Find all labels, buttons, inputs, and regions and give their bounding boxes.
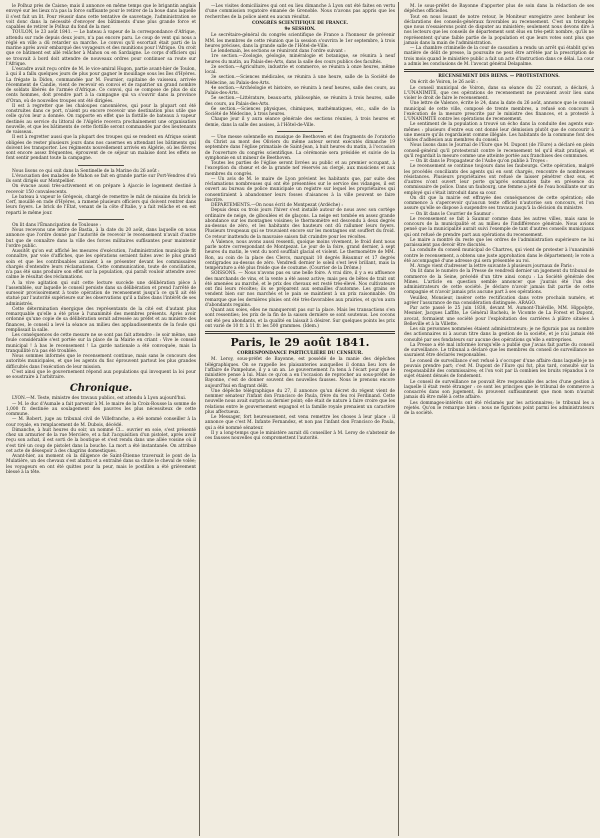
section-heading: CORRESPONDANCE PARTICULIÈRE DU CENSEUR.	[237, 351, 363, 356]
article-paragraph: Le bateau à vapeur le Grégeois, chargé de remettre le mât de misaine du brick le Cerf, mouillé en rade d'Hyères, a ramené plusieurs officiers qui doivent rentrer dans leurs foyers. Le brick de l'État, venant de la côte d'Italie, y a fait relâche et en est reparti le même jour.	[6, 194, 196, 216]
article-paragraph: Le sentiment de la population a trouvé un écho dans la conduite des agents eux-mêmes : plusieurs d'entre eux ont donné leur démission plutôt que de concourir à une mesure qu'ils regardaient comme illégale. Les habitants de la commune font des visites d'adhésion aux membres du conseil.	[404, 122, 594, 143]
article-paragraph: DÉPARTEMENTS.—On nous écrit de Montpezat (Ardèche) :	[211, 203, 343, 208]
article-paragraph: Nous lisons ce qui suit dans la Sentinelle de la Marine du 26 août :	[12, 168, 160, 174]
article-paragraph: Cette détermination énergique des représentants de la cité est d'autant plus remarquable qu'elle a été prise à l'unanimité des membres présents. Après avoir ordonné qu'une copie de sa délibération serait adressée au préfet et au ministre des finances, le conseil a levé la séance au milieu des applaudissements de la foule qui remplissait la salle.	[6, 306, 196, 333]
article-paragraph: — On lit dans le Courrier de Saumur :	[410, 211, 494, 217]
article-paragraph: — Une messe solennelle en musique de Beethoven et des fragments de l'oratorio du Christ au mont des Oliviers du même auteur seront exécutés dimanche 19 septembre dans l'église primatiale de Saint-Jean, à huit heures du matin, à l'occasion de l'ouverture du congrès scientifique. La cérémonie sera présidée et suivie de la symphonie en ut mineur de Beethoven.	[205, 134, 395, 161]
article-paragraph: On lit dans le numéro de la Presse de vendredi dernier un jugement du tribunal de commerce de la Seine, précédé d'un titre ainsi conçu : La Société générale des Mines. L'article en question semble annoncer que j'aurais été l'un des administrateurs de cette société. Je déclare n'avoir jamais fait partie de cette compagnie et n'avoir jamais pris aucune part à ses opérations.	[404, 269, 594, 296]
section-heading: CONGRÈS SCIENTIFIQUE DE FRANCE.	[251, 20, 349, 26]
article-paragraph: M. Arago vient d'adresser la lettre suivante à plusieurs journaux de Paris :	[410, 264, 575, 269]
separator-rule	[78, 165, 124, 166]
article-paragraph: Les conséquences de cette mesure ne se sont pas fait attendre : le soir même, une foule considérable s'est portée sur la place de la Mairie en criant : Vive le conseil municipal ! à bas le recensement ! La garde nationale a été convoquée, mais la tranquillité n'a pas été troublée.	[6, 333, 196, 354]
article-paragraph: Par acte passé le 25 juin 1838, devant M. Aumont-Thiéville, MM. Hippolyte, Mesnier, Jacques Laffite, Le Général Bachelu, le Vicomte de La Forest et Dupont, avocat, formaient une société pour l'exploitation des carrières à plâtre situées à Belleville et à la Villette.	[404, 306, 594, 327]
article-paragraph: On lit dans l'Émancipation de Toulouse :	[12, 222, 101, 228]
article-paragraph: C'est ainsi que le gouvernement répond aux populations qui invoquent la loi pour se soustraire à l'arbitraire.	[6, 369, 196, 380]
article-paragraph: Il est à regretter aussi que la plupart des troupes qui se rendent en Afrique soient obligées de rester plusieurs jours dans nos casernes en attendant les bâtiments qui doivent les transporter. Les régiments nouvellement arrivés en Algérie, où les fièvres sont encore assez fréquentes, éprouvent de ce séjour un malaise dont les effets se font sentir pendant toute la campagne.	[6, 135, 196, 162]
article-paragraph: Avant-hier, au moment où la diligence de Saint-Étienne traversait le pont de la Mulatière, un des chevaux s'est abattu et a entraîné dans sa chute le cheval de volée; les voyageurs en ont été quittes pour la peur, mais le postillon a été grièvement blessé à la tête.	[6, 454, 196, 475]
article-paragraph: Dimanche, à huit heures du soir, un nommé Cl... ouvrier en soie, s'est présenté chez un armurier de la rue Mercière, et a fait l'acquisition d'un pistolet, après avoir reçu son achat, il est sorti de la boutique et s'est rendu dans une allée voisine où il s'est tiré un coup de pistolet dans la bouche. La mort a été instantanée. On attribue cet acte de désespoir à des chagrins domestiques.	[6, 427, 196, 454]
column-rule-2	[398, 2, 399, 836]
article-paragraph: Le lendemain, les sections se réuniront dans l'ordre suivant :	[211, 49, 346, 54]
section-heading: RECENSEMENT DES BIENS. — PROTESTATIONS.	[438, 74, 560, 79]
article-paragraph: Le secrétaire-général du congrès scientifique de France a l'honneur de prévenir MM. les membres de cette réunion que la session s'ouvrira le 1er septembre, à trois heures précises, dans la grande salle de l'Hôtel-de-Ville.	[205, 33, 395, 49]
article-paragraph: A la vive agitation qui suit cette lecture succède une délibération pièce à l'assemblée, sur laquelle le conseil persiste dans sa délibération et prend l'arrêté de surseoir provisoirement à toute opération de recensement jusqu'à ce qu'il ait été statué par l'autorité supérieure sur les observations qu'il a faites dans l'intérêt de ses administrés.	[6, 280, 196, 307]
column-rule-1	[199, 2, 200, 836]
article-paragraph: La Presse a été mal informée lorsqu'elle a publié que j'avais fait partie du conseil de surveillance. Le tribunal a déclaré que les membres du conseil de surveillance ne sauraient être déclarés responsables.	[404, 342, 594, 359]
article-paragraph: Il est à regretter que les chaloupes canonnières, qui pour la plupart ont été construites dans ce port, n'aient pu encore recevoir une destination plus utile que celle qu'on leur a donnée. On rapporte en effet que la flottille de bateaux à vapeur destinés au service du littoral de l'Algérie recevra prochainement une organisation nouvelle, et que les bâtiments de cette flottille seront commandés par des lieutenants de vaisseau.	[6, 103, 196, 135]
article-paragraph: Aussitôt qu'on eut affiché les mesures d'exécution, l'administration municipale fit connaître, par voie d'affiches, que les opérations seraient faites avec le plus grand soin et que les contribuables auraient à se présenter devant les commissaires chargés d'entendre leurs réclamations. Cette communication, toute de conciliation, n'a pas été sans produire son effet sur la population, qui paraît vouloir attendre avec calme le résultat des réclamations.	[6, 249, 196, 281]
chronique-heading: Chronique.	[69, 383, 133, 395]
article-paragraph: La conduite du conseil municipal de Chartres, qui vient de protester à l'unanimité contre le recensement, a obtenu une juste approbation dans le département; le vote a été accompagné d'une adresse qui sera présentée au roi.	[404, 248, 594, 264]
article-paragraph: Chaque jour il y aura séance générale des sections réunies, à trois heures et demie, dans la salle des assises, à l'Hôtel-de-Ville.	[205, 117, 395, 128]
article-paragraph: Le Messager, fort heureusement, est venu remettre les choses à leur place : il annonce que c'est M. Infante Fernandez, et non pas l'infant don Francisco de Paula, qui a été nommé sénateur.	[205, 415, 395, 431]
article-paragraph: Nous lisons dans le Journal de l'Eure que M. Dupont (de l'Eure) a déclaré en plein conseil-général qu'il protesterait contre le recensement tel qu'il était pratiqué, et qu'il regardait la mesure comme une atteinte portée aux franchises des communes.	[404, 143, 594, 159]
article-paragraph: A Valence, nous avons aussi ressenti, quoique moins vivement, le froid dont nous parle notre correspondant de Montpezat. Le jour de la foire, grand dernier, à sept heures du matin, le vent du nord soufflait glacial et violent. Le thermomètre de MM. Ron, au coin de la place des Clercs, marquait 10 degrés Réaumur et 17 degrés centigrades au-dessus de zéro. Vendredi dernier le soleil s'est levé brillant, mais la température a été plus froide que de coutume. (Courrier de la Drôme.)	[205, 239, 395, 271]
article-paragraph: M. Leroy, sous-préfet de Bayonne, est possédé de la manie des dépêches télégraphiques. On se rappelle les plaisanteries auxquelles il donna lieu lors de l'affaire de Pampelune, il y a un an. Le gouvernement l'a tenu à l'écart pour que le ministère pense à lui. Mais ce qu'on a en l'occasion de reprocher au sous-préfet de Bayonne, c'est de donner souvent des nouvelles fausses. Nous le prenons encore aujourd'hui en flagrant délit.	[205, 357, 395, 389]
article-paragraph: —Les visites domiciliaires qui ont eu lieu dimanche à Lyon ont été faites en vertu d'une commission rogatoire émanée de Grenoble. Nous n'avons pas appris que les recherches de la police aient eu aucun résultat.	[205, 4, 395, 20]
article-paragraph: 1re section.—Zoologie, géologie, minéralogie et botanique, se réunira à neuf heures du matin, au Palais-des-Arts, dans la salle des cours publics des facultés.	[205, 54, 395, 65]
separator-rule	[277, 131, 323, 132]
article-paragraph: Depuis deux ou trois jours l'hiver s'est installé autour de nous avec son cortège ordinaire de neige, de giboulées et de glaçons. La neige est tombée en assez grande abondance sur les montagnes voisines; le thermomètre est descendu à deux degrés au-dessus de zéro, et les habitants des hauteurs ont dû rallumer leurs foyers. Plusieurs troupeaux qui se trouvaient encore sur les montagnes ont souffert du froid. Ce retour inattendu de la mauvaise saison fait craindre pour les récoltes.	[205, 208, 395, 240]
article-paragraph: — On lit dans le Propagateur de l'Aube qu'on publie à Troyes :	[410, 159, 548, 164]
article-paragraph: L'évacuation des malades de Mahon se fait en grande partie sur Port-Vendres d'où ils sont dirigés sur Montpellier.	[6, 173, 196, 184]
article-paragraph: Il y a long-temps que le ministère aurait dû conseiller à M. Leroy de s'abstenir de ces fausses nouvelles qui compromettent l'autorité.	[205, 430, 395, 441]
article-paragraph: Une dépêche télégraphique du 27, il annonce qu'un décret du régent vient de nommer sénateur l'infant don Francisco de Paula, frère du feu roi Ferdinand. Cette nouvelle nous avait surpris au dernier point; elle était de nature à faire croire que les relations entre le gouvernement espagnol et la famille royale prenaient un caractère plus affectueux.	[205, 388, 395, 415]
paris-dateline: Paris, le 29 août 1841.	[230, 336, 370, 349]
section-heading: 9e SESSION.	[284, 27, 316, 32]
article-paragraph: Toutes les parties de l'église seront livrées au public et au premier occupant, à l'exception du chœur et de la grande nef réservés au clergé, aux musiciens et aux membres du congrès.	[205, 161, 395, 177]
article-paragraph: 3e section.—Sciences médicales, se réunira à une heure, salle de la Société de Médecine, au Palais-des-Arts.	[205, 75, 395, 86]
article-paragraph: 6e section.—Sciences physiques, chimiques, mathématiques, etc., salle de la Société de Médecine, à trois heures.	[205, 106, 395, 117]
column-2	[205, 4, 395, 441]
article-paragraph: M. le sous-préfet de Bayonne d'apporter plus de soin dans la rédaction de ses dépêches officielles.	[404, 4, 594, 15]
article-paragraph: LYON.—M. Teste, ministre des travaux publics, est attendu à Lyon aujourd'hui.	[12, 396, 187, 402]
article-paragraph: — La chambre criminelle de la cour de cassation a rendu un arrêt qui établit qu'en matière de délit de presse, la poursuite ne peut être arrêtée par la prescription de trois mois quand le ministère public a fait un acte d'instruction dans ce délai. La cour a admis les conclusions de M. l'avocat général Delapalme.	[404, 46, 594, 67]
article-paragraph: L'escadre avait reçu ordre de M. le vice-amiral Hugon, partie avant-hier de Toulon, à qui il a fallu quelques jours de plus pour gagner le mouillage sous les îles d'Hyères. La frégate la Didon, commandée par M. Fournier, capitaine de vaisseau, arrivée récemment de Candie, vient de recevoir en convoi et de rapatrier un grand nombre de soldats libérés de l'armée d'Afrique. Ce convoi, qui se compose de plus de six cents hommes, doit prendre part à la campagne qui va s'ouvrir dans la province d'Oran, où de nouvelles troupes ont été dirigées.	[6, 67, 196, 104]
column-3	[404, 4, 594, 416]
article-paragraph: Le conseil de surveillance ne pouvait être responsable des actes d'une gestion à laquelle il était resté étranger : ce sont les principes que le tribunal de commerce a consacrés dans son jugement, ils prouvent suffisamment que mon nom n'aurait jamais dû être mêlé à cette affaire.	[404, 379, 594, 401]
article-paragraph: Les six personnes nommées étaient administrateurs; je ne figurais pas au nombre des actionnaires ni à aucun titre dans la gestion de la société, et je n'ai jamais été consulté par ses fondateurs sur aucune des opérations qu'elle a entreprises.	[404, 327, 594, 343]
column-1	[6, 4, 196, 475]
article-paragraph: Veuillez, Monsieur, insérer cette rectification dans votre prochain numéro, et agréer l'assurance de ma considération distinguée. ARAGO.	[404, 295, 594, 306]
separator-rule	[78, 219, 124, 220]
article-paragraph: On évacue aussi très-activement et on prépare à Ajaccio le logement destiné à recevoir 150 convalescents.	[6, 184, 196, 195]
article-paragraph: Le conseil de surveillance s'est refusé à s'occuper d'une affaire dans laquelle je ne pouvais prendre part; c'est M. Dupont de l'Eure qui fut, plus tard, consulté sur la responsabilité des commissaires; et l'on voit par là combien les bruits répandus à ce sujet étaient dénués de fondement.	[404, 358, 594, 380]
article-paragraph: — M. le duc d'Aumale a fait parvenir à M. le maire de la Croix-Rousse la somme de 1,000 fr. destinée au soulagement des pauvres les plus nécessiteux de cette commune.	[6, 401, 196, 417]
article-paragraph: On dit que la mairie est effrayée des conséquences de cette opération; elle commence à s'apercevoir qu'aucun texte officiel n'autorise son concours, et l'on assure qu'elle se dispose à suspendre ses travaux jusqu'à la décision du ministre.	[404, 195, 594, 212]
double-rule	[404, 69, 594, 72]
article-paragraph: Le recensement se continue toujours dans les faubourgs. Cette opération, malgré les procédés conciliants des agents qui en sont chargés, rencontre de nombreuses résistances. Plusieurs propriétaires ont refusé de laisser pénétrer chez eux, et d'autres n'ont ouvert leur porte qu'après sommation faite en présence du commissaire de police. Dans un faubourg, une femme a jeté de l'eau bouillante sur un employé qui s'était introduit dans sa cour.	[404, 164, 594, 196]
article-paragraph: 2e section.—Agriculture, industrie et commerce, se réunira à onze heures, même local.	[205, 64, 395, 75]
article-paragraph: Les dommages-intérêts ont été réclamés par les actionnaires; le tribunal les a rejetés. Qu'on le remarque bien : nous ne figurions point parmi les administrateurs de la société.	[404, 400, 594, 416]
article-paragraph: Tout en nous louant de notre retour, le Moniteur enregistre avec bonheur les déclarations des conseils-généraux favorables au recensement. C'est un triomphe que nous n'essaierons point de disputer au ministère; seulement nous devons dire à nos lecteurs que les conseils de département sont élus en très-petit nombre, qu'ils ne représentent qu'une faible partie de la population et que leurs votes sont plus que jamais dans la main de l'administration.	[404, 14, 594, 46]
article-paragraph: Une lettre de Valence, écrite le 24, dans la date du 26 août, annonce que le conseil municipal de cette ville, composé de trente membres, a refusé son concours à l'exécution de la mesure prescrite par le ministre des finances, et a protesté à L'UNANIMITÉ contre les opérations de recensement.	[404, 101, 594, 122]
double-rule	[205, 331, 395, 334]
article-paragraph: — M. Robert, juge au tribunal civil de Villefranche, a été nommé conseiller à la cour royale, en remplacement de M. Dubois, décédé.	[6, 417, 196, 428]
article-paragraph: — Un avis de M. le maire de Lyon prévient les habitants que, par suite des réclamations nombreuses qui ont été présentées sur le service des vidanges, il est ouvert au bureau de police municipale un registre sur lequel les propriétaires qui consentiraient à abandonner leurs fosses d'aisances à la ville peuvent se faire inscrire.	[205, 176, 395, 203]
article-paragraph: Le maire a montré du reste que les ordres de l'administration supérieure ne lui paraissaient pas devoir être discutés.	[404, 237, 594, 248]
article-paragraph: Le conseil municipal de Voiron, dans sa séance du 22 courant, a déclaré, à L'UNANIMITÉ, que ces opérations de recensement ne pouvaient avoir lieu sans violer le droit de faire le recensement.	[404, 85, 594, 101]
article-paragraph: On écrit de Voiron, le 26 août :	[410, 80, 478, 86]
article-paragraph: Nous recevons une lettre de Bastia, à la date du 20 août, dans laquelle on nous annonce que l'ordre donné par l'autorité de recevoir le recensement n'avait d'autre but que de connaître dans la ville des forces militaires suffisantes pour maintenir l'ordre public.	[6, 228, 196, 249]
article-paragraph: Quant aux soies, elles ne manqueront pas sur la place. Mais les transactions s'en sont ressenties; les prix de la fin de la saison dernière se sont soutenus. Les cocons ont été peu abondants, et la qualité en laissait à désirer. Sur quelques points les prix ont varié de 10 fr. à 11 fr. les 500 grammes. (Idem.)	[205, 308, 395, 329]
article-paragraph: le Polhuz près de Caisne; mais il annonce en même temps que le brigantin anglais envoyé sur les lieux n'a pas la force suffisante pour le retirer de la boue dans laquelle il s'est fait un lit. Pour réussir dans cette tentative de sauvetage, l'administration se voit donc dans la nécessité d'envoyer des bâtiments d'une plus grande force et capables de retirer le Polhuz du fond de la mer.	[6, 4, 196, 30]
article-paragraph: Nous sommes informés que le recensement continue, mais sans le concours des autorités municipales, et que les agents du fisc éprouvent partout les plus grandes difficultés dans l'exécution de leur mission.	[6, 354, 196, 370]
article-paragraph: Le recensement se fait à Saumur comme dans les autres villes, mais sans le concours de la municipalité et au milieu de l'indifférence générale. Nous avions pensé que la municipalité aurait suivi l'exemple de tant d'autres conseils municipaux qui ont refusé de prendre part aux opérations du recensement.	[404, 216, 594, 238]
article-paragraph: 4e section.—Archéologie et histoire, se réunira à neuf heures, salle des cours, au Palais-des-Arts.	[205, 85, 395, 96]
article-paragraph: 5e section.—Littérature, beaux-arts, philosophie, se réunira à trois heures, salle des cours, au Palais-des-Arts.	[205, 96, 395, 107]
article-paragraph: TOULON, le 23 août 1841. — Le bateau à vapeur de la correspondance d'Afrique, attendu sur rade depuis deux jours, n'a pas encore paru. Le coup de vent qui nous a réglé en ville a dû retarder sa marche. Le convoi qu'il escortait était parti de la marine après avoir embarqué des voyageurs et des munitions pour l'Afrique. On croit que ce bâtiment est allé relâcher à Mahon ou en Sardaigne. Le corps d'officiers qui se trouvait à bord doit attendre de nouveaux ordres pour continuer sa route sur l'Afrique.	[6, 30, 196, 67]
article-paragraph: SOISSONS. — Nous n'avons pas eu une belle foire. A vrai dire, il y a eu affluence des marchands de vins, et la vente a été assez active; mais peu de bêtes de trait ont été amenées au marché, et le prix des chevaux est resté très-élevé. Nos cultivateurs ont fini leurs récoltes; ils se préparent aux semailles d'automne. Les grains se vendent bien sur nos marchés et le pain se maintient à un prix raisonnable. On remarque que les dernières pluies ont été très-favorables aux prairies, et qu'on aura d'abondants regains.	[205, 271, 395, 308]
